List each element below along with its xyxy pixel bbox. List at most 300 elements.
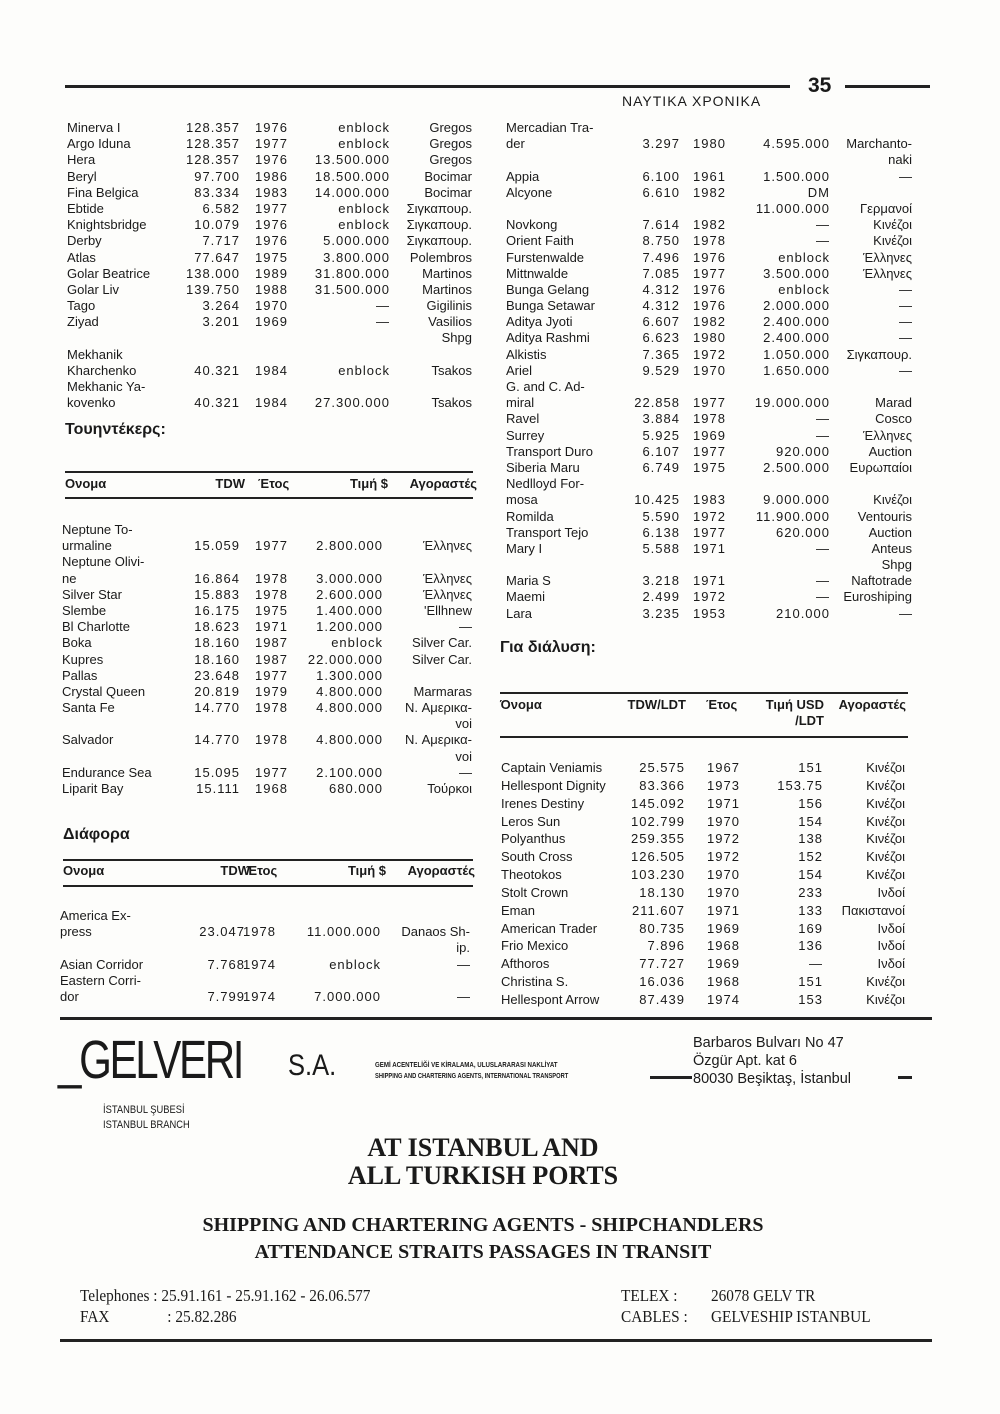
company-logo: _GELVERI: [58, 1030, 243, 1090]
fax-value: : 25.82.286: [167, 1307, 237, 1326]
table-row: [62, 668, 473, 684]
ship-name: Eman: [501, 902, 535, 918]
year: 1977: [255, 764, 288, 780]
price: 154: [798, 867, 823, 883]
year: 1989: [255, 265, 288, 281]
buyer: Gregos: [429, 120, 472, 135]
table-row: [62, 619, 473, 635]
header-rule-right: [845, 85, 930, 88]
ship-name: Beryl: [67, 168, 97, 184]
tdw: 25.575: [639, 760, 685, 775]
buyer: Shpg: [881, 557, 912, 573]
year: 1977: [693, 265, 726, 281]
ship-name: Alcyone: [506, 184, 553, 200]
table-row: [67, 201, 475, 217]
buyer: Vasilios: [428, 314, 472, 330]
ship-name: Salvador: [62, 732, 114, 748]
tdw: 40.321: [194, 395, 240, 411]
year: 1972: [693, 346, 726, 362]
table-row: [506, 589, 914, 605]
ship-name: Kupres: [62, 651, 104, 667]
year: 1977: [693, 443, 726, 459]
tdw: 211.607: [631, 902, 685, 918]
tdw: 103.230: [631, 867, 685, 883]
price: enblock: [778, 281, 830, 297]
ship-name: Boka: [62, 635, 92, 651]
tdw: 3.235: [642, 605, 680, 621]
table-row: [506, 233, 914, 249]
page-number: 35: [808, 74, 832, 97]
table-row: [67, 282, 475, 298]
tdw: 6.623: [642, 330, 680, 346]
ship-name: press: [60, 924, 92, 940]
price: 4.800.000: [316, 732, 383, 748]
ship-name: der: [506, 136, 525, 152]
services-line: ATTENDANCE STRAITS PASSAGES IN TRANSIT: [254, 1241, 712, 1263]
price: 169: [798, 920, 823, 936]
tdw: 23.047: [199, 924, 245, 940]
table-row: [506, 411, 914, 427]
price: 151: [798, 760, 823, 775]
tdw: 5.925: [642, 427, 680, 443]
ship-name: Mary I: [506, 540, 543, 556]
year: 1971: [693, 573, 726, 589]
price: enblock: [331, 635, 383, 651]
year: 1977: [255, 538, 288, 554]
year: 1975: [255, 602, 288, 618]
table-row: [67, 298, 475, 314]
buyer: —: [459, 764, 472, 780]
price: 154: [798, 813, 823, 829]
table-row: [506, 509, 914, 525]
ship-name: urmaline: [62, 538, 112, 554]
tdw: 128.357: [186, 120, 240, 135]
price: 9.000.000: [763, 492, 830, 508]
table-row: [506, 185, 914, 201]
year: 1982: [693, 184, 726, 200]
table-row: [62, 522, 473, 538]
year: 1970: [707, 884, 740, 900]
buyer: —: [899, 362, 912, 378]
year: 1978: [255, 570, 288, 586]
year: 1979: [255, 683, 288, 699]
table-row: [506, 282, 914, 298]
year: 1973: [707, 777, 740, 793]
tdw: 8.750: [642, 233, 680, 249]
table-row: [67, 379, 475, 395]
tdw: 15.095: [194, 764, 240, 780]
ship-name: Hellespont Dignity: [501, 777, 606, 793]
tdw: 83.366: [639, 777, 685, 793]
year: 1984: [255, 362, 288, 378]
col-year-header: Έτος: [706, 697, 738, 712]
col-price-header: Τιμή $: [349, 476, 388, 491]
tdw: 7.365: [642, 346, 680, 362]
year: 1970: [693, 362, 726, 378]
price: enblock: [338, 120, 390, 135]
divider: [63, 859, 473, 861]
ship-name: Knightsbridge: [67, 217, 147, 233]
scrap-table: [501, 759, 908, 1009]
buyer: Έλληνες: [863, 265, 912, 281]
address-line: 80030 Beşiktaş, İstanbul: [693, 1071, 851, 1087]
buyer: —: [457, 988, 470, 1004]
price: —: [816, 217, 830, 233]
buyer: Anteus: [871, 540, 912, 556]
year: 1972: [693, 589, 726, 605]
ship-name: Fina Belgica: [67, 184, 139, 200]
branch-line-en: ISTANBUL BRANCH: [103, 1119, 190, 1131]
price: 210.000: [776, 605, 830, 621]
table-row: [62, 700, 473, 716]
table-row: [506, 379, 914, 395]
services-line: SHIPPING AND CHARTERING AGENTS - SHIPCHANDLERS: [202, 1214, 764, 1236]
telex-value: 26078 GELV TR: [711, 1286, 816, 1305]
year: 1980: [693, 136, 726, 152]
table-row: [506, 363, 914, 379]
tdw: 7.768: [207, 956, 245, 972]
year: 1967: [707, 760, 740, 775]
tdw: 6.100: [642, 168, 680, 184]
ad-top-rule: [60, 1017, 932, 1020]
buyer: Κινέζοι: [866, 760, 905, 775]
tdw: 3.264: [202, 298, 240, 314]
ship-name: Golar Liv: [67, 281, 120, 297]
year: 1971: [707, 902, 740, 918]
table-row: [67, 330, 475, 346]
buyer: naki: [888, 152, 912, 168]
price: 2.000.000: [763, 298, 830, 314]
buyer: Gregos: [429, 152, 472, 168]
year: 1976: [693, 249, 726, 265]
col-price-unit-header: /LDT: [795, 713, 824, 729]
year: 1977: [255, 667, 288, 683]
table-row: [506, 250, 914, 266]
year: 1961: [693, 168, 726, 184]
col-tdw-header: TDW/LDT: [627, 697, 686, 712]
price: enblock: [338, 200, 390, 216]
magazine-title: ΝΑΥΤΙΚΑ ΧΡΟΝΙΚΑ: [622, 93, 762, 109]
table-row: [506, 541, 914, 557]
price: 2.400.000: [763, 330, 830, 346]
year: 1974: [707, 991, 740, 1007]
ship-name: Hellespont Arrow: [501, 991, 600, 1007]
year: 1976: [255, 120, 288, 135]
ship-name: Golar Beatrice: [67, 265, 151, 281]
ship-name: Tago: [67, 298, 96, 314]
tdw: 6.610: [642, 184, 680, 200]
cables-label: CABLES :: [621, 1307, 688, 1326]
table-row: [60, 973, 473, 989]
sales-table-continued: [506, 120, 914, 622]
buyer: Κινέζοι: [866, 831, 905, 847]
ship-name: Neptune Olivi-: [62, 554, 145, 570]
buyer: Ευρωπαίοι: [849, 459, 912, 475]
year: 1969: [707, 956, 740, 972]
table-row: [506, 330, 914, 346]
tdw: 80.735: [639, 920, 685, 936]
col-year-header: Έτος: [246, 863, 278, 878]
buyer: Martinos: [422, 265, 472, 281]
ship-name: Frio Mexico: [501, 938, 569, 954]
price: —: [816, 540, 830, 556]
dash-decoration: [650, 1076, 692, 1079]
ship-name: Pallas: [62, 667, 98, 683]
buyer: Κινέζοι: [866, 849, 905, 865]
year: 1972: [707, 831, 740, 847]
ship-name: Minerva I: [67, 120, 121, 135]
col-year-header: Έτος: [258, 476, 290, 491]
ship-name: Eastern Corri-: [60, 972, 141, 988]
year: 1969: [707, 920, 740, 936]
year: 1971: [707, 795, 740, 811]
company-logo-suffix: S.A.: [288, 1049, 337, 1082]
ship-name: Crystal Queen: [62, 683, 146, 699]
table-row: [67, 233, 475, 249]
buyer: —: [899, 605, 912, 621]
ship-name: Santa Fe: [62, 700, 115, 716]
buyer: —: [899, 330, 912, 346]
tankers-heading: Τουηντέκερς:: [65, 421, 166, 438]
tdw: 16.036: [639, 974, 685, 990]
buyer: 'Ellhnew: [423, 602, 472, 618]
price: 11.000.000: [306, 924, 381, 940]
price: 1.300.000: [316, 667, 383, 683]
table-row: [506, 298, 914, 314]
tdw: 10.425: [634, 492, 680, 508]
table-row: [506, 120, 914, 136]
ship-name: miral: [506, 395, 535, 411]
table-row: [501, 848, 908, 866]
buyer: Bocimar: [424, 168, 472, 184]
year: 1971: [255, 619, 288, 635]
tdw: 3.297: [642, 136, 680, 152]
headline: [0, 1134, 966, 1190]
ship-name: G. and C. Ad-: [506, 379, 585, 394]
buyer: Έλληνες: [863, 249, 912, 265]
table-row: [62, 749, 473, 765]
table-row: [506, 217, 914, 233]
ship-name: Asian Corridor: [60, 956, 144, 972]
price: 138: [798, 831, 823, 847]
ship-name: Surrey: [506, 427, 545, 443]
ship-name: Leros Sun: [501, 813, 561, 829]
price: 11.000.000: [755, 200, 830, 216]
ship-name: Bunga Gelang: [506, 281, 590, 297]
table-row: [506, 314, 914, 330]
buyer: Marad: [875, 395, 912, 411]
year: 1986: [255, 168, 288, 184]
table-row: [501, 884, 908, 902]
buyer: Polembros: [409, 249, 472, 265]
cables-value: GELVESHIP ISTANBUL: [711, 1307, 871, 1326]
price: enblock: [338, 362, 390, 378]
table-row: [501, 973, 908, 991]
ship-name: dor: [60, 988, 79, 1004]
year: 1974: [243, 988, 276, 1004]
ship-name: Aditya Jyoti: [506, 314, 573, 330]
buyer: Γερμανοί: [860, 200, 912, 216]
tdw: 3.201: [202, 314, 240, 330]
ship-name: Appia: [506, 168, 540, 184]
tdw: 4.312: [642, 281, 680, 297]
buyer: —: [899, 314, 912, 330]
table-row: [67, 395, 475, 411]
price: 233: [798, 884, 823, 900]
tdw: 16.175: [194, 602, 240, 618]
year: 1974: [243, 956, 276, 972]
ship-name: Liparit Bay: [62, 781, 124, 796]
ship-name: Atlas: [67, 249, 96, 265]
divider: [500, 692, 908, 694]
tdw: 128.357: [186, 136, 240, 152]
buyer: voi: [455, 748, 472, 764]
tdw: 6.107: [642, 443, 680, 459]
company-address: [693, 1034, 851, 1088]
year: 1972: [693, 508, 726, 524]
price: 22.000.000: [307, 651, 383, 667]
price: 680.000: [329, 781, 383, 796]
tdw: 7.614: [642, 217, 680, 233]
buyer: Silver Car.: [412, 635, 472, 651]
table-row: [67, 314, 475, 330]
price: 1.650.000: [763, 362, 830, 378]
price: 3.000.000: [316, 570, 383, 586]
year: 1983: [255, 184, 288, 200]
table-row: [60, 908, 473, 924]
year: 1980: [693, 330, 726, 346]
misc-heading: Διάφορα: [63, 826, 130, 843]
year: 1976: [255, 217, 288, 233]
ship-name: Mekhanik: [67, 346, 123, 362]
divider: [63, 885, 473, 887]
table-row: [501, 920, 908, 938]
year: 1978: [255, 586, 288, 602]
ship-name: Nedlloyd For-: [506, 476, 585, 492]
price: 152: [798, 849, 823, 865]
col-buyers-header: Αγοραστές: [838, 697, 906, 712]
ship-name: Irenes Destiny: [501, 795, 585, 811]
table-row: [62, 765, 473, 781]
buyer: Silver Car.: [412, 651, 472, 667]
buyer: —: [899, 281, 912, 297]
tdw: 18.160: [194, 651, 240, 667]
price: 156: [798, 795, 823, 811]
headline-line: AT ISTANBUL AND: [367, 1133, 599, 1162]
year: 1984: [255, 395, 288, 411]
tdw: 20.819: [194, 683, 240, 699]
price: 2.500.000: [763, 459, 830, 475]
year: 1976: [693, 281, 726, 297]
tdw: 15.059: [194, 538, 240, 554]
table-row: [501, 991, 908, 1009]
tdw: 77.727: [639, 956, 685, 972]
tdw: 9.529: [642, 362, 680, 378]
table-row: [62, 635, 473, 651]
phone-block: [80, 1285, 370, 1327]
scrap-table-header: [500, 697, 908, 729]
buyer: Naftotrade: [851, 573, 912, 589]
ship-name: Bunga Setawar: [506, 298, 595, 314]
buyer: Κινέζοι: [866, 777, 905, 793]
table-row: [506, 444, 914, 460]
price: —: [816, 233, 830, 249]
tdw: 126.505: [631, 849, 685, 865]
branch-line-tr: İSTANBUL ŞUBESİ: [103, 1104, 185, 1116]
misc-table: [60, 908, 473, 1005]
price: 1.200.000: [316, 619, 383, 635]
table-row: [501, 866, 908, 884]
price: 1.400.000: [316, 602, 383, 618]
year: 1982: [693, 217, 726, 233]
year: 1987: [255, 635, 288, 651]
price: —: [809, 956, 823, 972]
table-row: [62, 554, 473, 570]
dash-decoration: [898, 1076, 912, 1079]
services: [0, 1212, 966, 1266]
buyer: Κινέζοι: [866, 795, 905, 811]
tankers-table-header: [65, 476, 477, 492]
tdw: 18.623: [194, 619, 240, 635]
price: 5.000.000: [323, 233, 390, 249]
price: 31.800.000: [314, 265, 390, 281]
header-row: [65, 476, 477, 492]
price: 153.75: [777, 777, 823, 793]
tdw: 4.312: [642, 298, 680, 314]
col-name-header: Ονομα: [65, 476, 107, 491]
buyer: —: [457, 956, 470, 972]
ship-name: Maemi: [506, 589, 546, 605]
price: 13.500.000: [314, 152, 390, 168]
buyer: Auction: [868, 524, 912, 540]
price: enblock: [338, 136, 390, 152]
year: 1976: [693, 298, 726, 314]
year: 1978: [255, 700, 288, 716]
table-row: [501, 955, 908, 973]
tdw: 5.588: [642, 540, 680, 556]
year: 1976: [255, 152, 288, 168]
buyer: Σιγκαπουρ.: [406, 233, 472, 249]
tdw: 2.499: [642, 589, 680, 605]
year: 1982: [693, 314, 726, 330]
tdw: 22.858: [634, 395, 680, 411]
table-row: [67, 250, 475, 266]
col-price-header: Τιμή USD: [765, 697, 824, 712]
tdw: 14.770: [194, 700, 240, 716]
ship-name: mosa: [506, 492, 538, 508]
buyer: Auction: [868, 443, 912, 459]
address-line: Barbaros Bulvarı No 47: [693, 1035, 844, 1051]
ship-name: Christina S.: [501, 974, 569, 990]
ship-name: Mercadian Tra-: [506, 120, 594, 135]
buyer: Ινδοί: [877, 920, 905, 936]
tdw: 6.749: [642, 459, 680, 475]
tdw: 259.355: [631, 831, 685, 847]
tdw: 83.334: [194, 184, 240, 200]
price: 2.400.000: [763, 314, 830, 330]
table-row: [67, 217, 475, 233]
ship-name: Alkistis: [506, 346, 547, 362]
tdw: 3.884: [642, 411, 680, 427]
tdw: 6.582: [202, 200, 240, 216]
ship-name: Furstenwalde: [506, 249, 585, 265]
tdw: 97.700: [194, 168, 240, 184]
tdw: 23.648: [194, 667, 240, 683]
scrap-heading: Για διάλυση:: [500, 639, 596, 656]
buyer: Gigilinis: [426, 298, 472, 314]
ship-name: Afthoros: [501, 956, 550, 972]
tdw: 15.883: [194, 586, 240, 602]
